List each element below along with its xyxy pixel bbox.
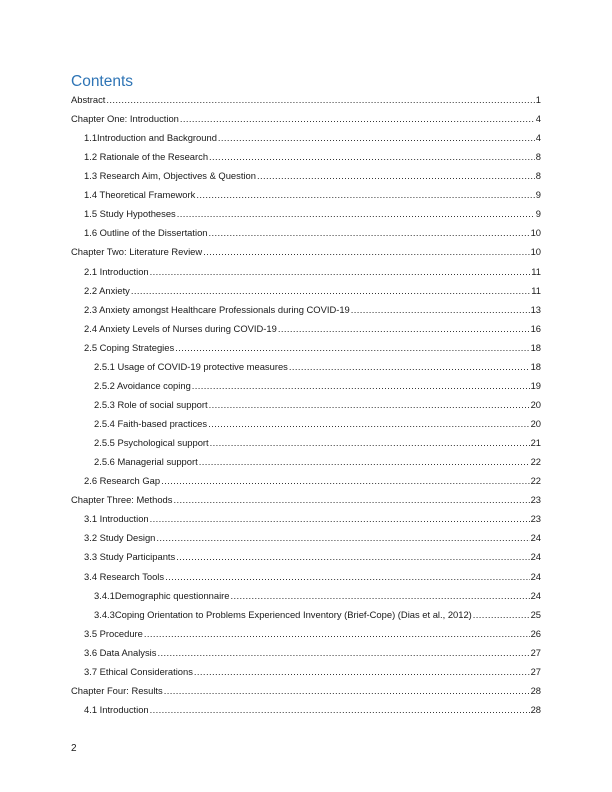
toc-leader-dots [210,437,530,449]
toc-entry-title: 3.5 Procedure [84,627,143,639]
toc-entry[interactable] [84,702,541,716]
toc-entry-title: 2.5.5 Psychological support [94,437,209,449]
toc-entry-page: 11 [531,284,541,296]
toc-entry-title: Chapter Four: Results [71,684,163,696]
toc-entry[interactable] [94,378,541,392]
toc-entry[interactable] [84,168,541,182]
toc-entry-page: 25 [530,608,541,620]
toc-entry[interactable] [84,645,541,659]
toc-entry-page: 27 [530,646,541,658]
toc-entry-title: 1.3 Research Aim, Objectives & Question [84,170,256,182]
toc-entry[interactable] [84,340,541,354]
toc-entry-page: 4 [535,113,541,125]
toc-leader-dots [180,113,535,125]
toc-leader-dots [173,494,529,506]
toc-entry[interactable] [84,530,541,544]
toc-leader-dots [150,266,531,278]
toc-leader-dots [209,227,530,239]
toc-entry-page: 18 [530,341,541,353]
toc-leader-dots [473,609,530,621]
toc-leader-dots [150,704,530,716]
toc-entry-page: 27 [530,665,541,677]
toc-leader-dots [203,246,529,258]
toc-entry[interactable] [84,264,541,278]
toc-entry-page: 28 [530,684,541,696]
toc-entry-title: 2.2 Anxiety [84,284,130,296]
toc-leader-dots [131,285,530,297]
toc-entry[interactable] [84,511,541,525]
toc-leader-dots [257,170,535,182]
toc-entry-page: 20 [530,398,541,410]
toc-entry[interactable] [71,111,541,125]
toc-entry[interactable] [84,130,541,144]
toc-entry-page: 24 [530,532,541,544]
toc-entry[interactable] [94,397,541,411]
toc-entry-title: 1.1Introduction and Background [84,132,217,144]
toc-leader-dots [165,571,529,583]
toc-entry[interactable] [84,225,541,239]
toc-entry-page: 8 [535,170,541,182]
toc-entry-page: 22 [530,475,541,487]
toc-entry-page: 28 [530,703,541,715]
toc-entry-title: 3.4 Research Tools [84,570,165,582]
toc-entry-page: 1 [535,94,541,105]
toc-entry[interactable] [84,664,541,678]
page-number: 2 [71,743,77,754]
toc-entry-title: Abstract [71,94,106,105]
toc-entry-page: 19 [530,379,541,391]
toc-entry[interactable] [84,321,541,335]
toc-entry-title: 3.7 Ethical Considerations [84,665,193,677]
toc-leader-dots [161,475,529,487]
toc-entry-page: 4 [535,132,541,144]
toc-entry[interactable] [71,244,541,258]
toc-entry-title: 3.4.1Demographic questionnaire [94,589,230,601]
toc-leader-dots [177,208,535,220]
toc-entry-page: 8 [535,151,541,163]
toc-entry[interactable] [94,454,541,468]
toc-leader-dots [192,380,530,392]
toc-entry-title: 2.5.1 Usage of COVID-19 protective measures [94,360,288,372]
toc-entry[interactable] [84,549,541,563]
toc-leader-dots [164,685,530,697]
toc-entry[interactable] [84,626,541,640]
toc-entry-title: Chapter Three: Methods [71,494,173,506]
toc-leader-dots [209,399,530,411]
toc-leader-dots [209,151,535,163]
toc-entry-page: 21 [530,437,541,449]
toc-entry-page: 23 [530,494,541,506]
toc-entry[interactable] [84,187,541,201]
toc-leader-dots [156,532,529,544]
toc-leader-dots [351,304,530,316]
toc-entry-title: 3.1 Introduction [84,513,149,525]
toc-entry-title: 1.2 Rationale of the Research [84,151,209,163]
toc-entry[interactable] [84,302,541,316]
toc-entry-title: 2.6 Research Gap [84,475,161,487]
toc-leader-dots [157,647,529,659]
toc-entry-page: 22 [530,456,541,468]
toc-entry-title: 3.4.3Coping Orientation to Problems Experienced Inventory (Brief-Cope) (Dias et al., 2012) [94,608,472,620]
toc-entry-title: 2.5.4 Faith-based practices [94,418,208,430]
toc-leader-dots [208,418,529,430]
toc-entry[interactable] [84,206,541,220]
toc-entry-title: 2.5.2 Avoidance coping [94,379,191,391]
toc-entry-title: 2.5 Coping Strategies [84,341,175,353]
toc-entry-page: 18 [530,360,541,372]
toc-entry[interactable] [94,435,541,449]
toc-entry-page: 10 [530,227,541,239]
toc-entry-page: 24 [530,589,541,601]
toc-entry[interactable] [71,492,541,506]
toc-entry[interactable] [94,359,541,373]
toc-entry-title: 2.1 Introduction [84,265,149,277]
toc-entry-title: 1.6 Outline of the Dissertation [84,227,208,239]
toc-leader-dots [231,590,530,602]
toc-leader-dots [289,361,530,373]
toc-leader-dots [194,666,530,678]
toc-entry-page: 20 [530,418,541,430]
toc-entry[interactable] [94,416,541,430]
toc-entry[interactable] [94,607,541,621]
toc-entry-page: 11 [531,265,541,277]
toc-entry-page: 9 [535,208,541,220]
toc-leader-dots [199,456,530,468]
toc-entry-page: 24 [530,570,541,582]
toc-leader-dots [218,132,535,144]
toc-entry-title: Chapter Two: Literature Review [71,246,203,258]
toc-entry-title: Chapter One: Introduction [71,113,179,125]
toc-entry-title: 3.3 Study Participants [84,551,176,563]
toc-entry-title: 3.2 Study Design [84,532,156,544]
toc-entry-title: 3.6 Data Analysis [84,646,157,658]
toc-entry[interactable] [94,588,541,602]
toc-entry-title: 1.4 Theoretical Framework [84,189,196,201]
toc-leader-dots [144,628,530,640]
toc-entry-title: 2.5.6 Managerial support [94,456,198,468]
toc-entry-page: 23 [530,513,541,525]
toc-entry-title: 4.1 Introduction [84,703,149,715]
toc-entry-title: 2.4 Anxiety Levels of Nurses during COVID-19 [84,322,277,334]
toc-entry-title: 2.5.3 Role of social support [94,398,208,410]
toc-entry[interactable] [84,473,541,487]
toc-entry[interactable] [84,569,541,583]
toc-leader-dots [106,94,534,106]
toc-entry-page: 10 [530,246,541,258]
toc-entry[interactable] [84,283,541,297]
toc-entry-page: 9 [535,189,541,201]
toc-entry-title: 1.5 Study Hypotheses [84,208,176,220]
toc-entry-page: 13 [530,303,541,315]
toc-leader-dots [278,323,530,335]
toc-leader-dots [150,513,530,525]
contents-heading: Contents [71,73,134,90]
toc-entry-page: 16 [530,322,541,334]
toc-entry[interactable] [71,683,541,697]
toc-entry[interactable] [71,92,541,106]
toc-entry-page: 26 [530,627,541,639]
toc-leader-dots [196,189,534,201]
toc-entry[interactable] [84,149,541,163]
toc-leader-dots [176,551,529,563]
toc-leader-dots [175,342,529,354]
toc-entry-title: 2.3 Anxiety amongst Healthcare Professionals during COVID-19 [84,303,350,315]
toc-entry-page: 24 [530,551,541,563]
